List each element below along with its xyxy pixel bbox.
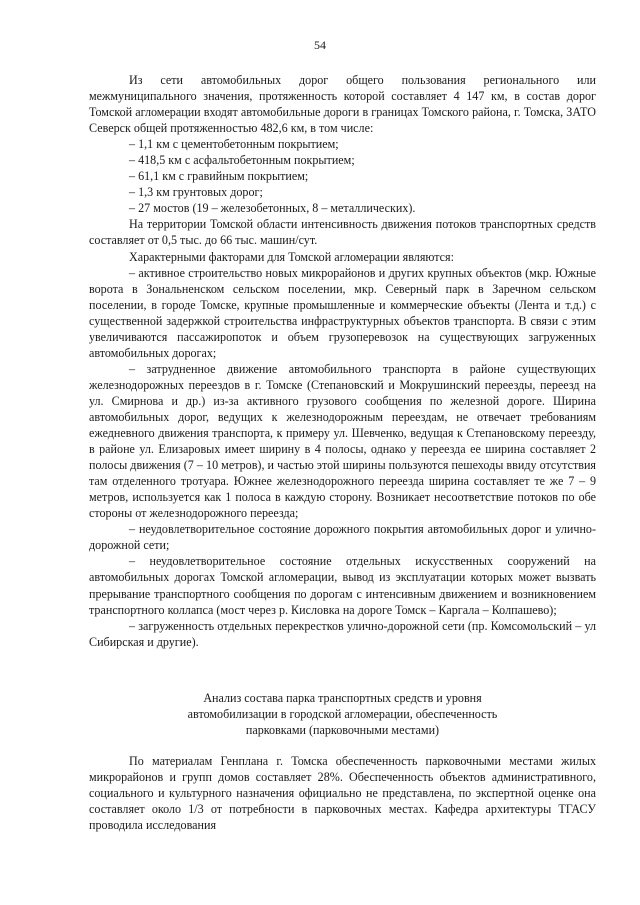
list-item: – 27 мостов (19 – железобетонных, 8 – металлических). <box>129 201 416 216</box>
paragraph: Характерными факторами для Томской агломерации являются: <box>129 249 454 264</box>
page-number: 54 <box>314 38 326 52</box>
paragraph: На территории Томской области интенсивность движения потоков транспортных средств составляет от 0,5 тыс. до 66 тыс. машин/сут. <box>89 217 596 248</box>
section-heading-line: Анализ состава парка транспортных средств и уровня <box>203 691 482 705</box>
list-item: – 1,1 км с цементобетонным покрытием; <box>129 137 339 152</box>
list-item: – активное строительство новых микрорайонов и других крупных объектов (мкр. Южные ворота в Зональненском сельском поселении, мкр. Северный парк в Заречном сельском поселении, в городе Томске, крупные промышленные и коммерческие объекты (Лента и т.д.) с существенной задержкой строительства инфраструктурных объектов транспорта. В связи с этим увеличиваются пассажиропоток и объем грузоперевозок на существующих загруженных автомобильных дорогах; <box>89 265 596 360</box>
section-heading <box>89 690 596 738</box>
paragraph: По материалам Генплана г. Томска обеспеченность парковочными местами жилых микрорайонов и групп домов составляет 28%. Обеспеченность объектов административного, социального и культурного назначения официально не представлена, по экспертной оценке она составляет около 1/3 от потребности в парковочных местах. Кафедра архитектуры ТГАСУ проводила исследования <box>89 754 596 833</box>
list-item: – 61,1 км с гравийным покрытием; <box>129 169 309 184</box>
list-item: – неудовлетворительное состояние отдельных искусственных сооружений на автомобильных дорогах Томской агломерации, вывод из эксплуатации которых может вызвать прерывание транспортного сообщения по дорогам с интенсивным движением и возникновением транспортного коллапса (мост через р. Кисловка на дороге Томск – Каргала – Колпашево); <box>89 554 596 617</box>
list-item: – 418,5 км с асфальтобетонным покрытием; <box>129 153 355 168</box>
list-item: – затрудненное движение автомобильного транспорта в районе существующих железнодорожных переездов в г. Томске (Степановский и Мокрушинский переезды, переезд на ул. Смирнова и др.) из-за активного грузового сообщения по железной дороге. Ширина автомобильных дорог, ведущих к железнодорожным переездам, не отвечает требованиям ежедневного движения транспорта, к примеру ул. Шевченко, ведущая к Степановскому переезду, в районе ул. Елизаровых имеет ширину в 4 полосы, однако у переезда ее ширина составляет 2 полосы движения (7 – 10 метров), и частью этой ширины пользуются пешеходы ввиду отсутствия там отделенного тротуара. Южнее железнодорожного переезда ширина составляет те же 7 – 9 метров, используется как 1 полоса в каждую сторону. Возникает несоответствие потоков по обе стороны от железнодорожного переезда; <box>89 361 596 521</box>
list-item: – загруженность отдельных перекрестков улично-дорожной сети (пр. Комсомольский – ул Сибирская и другие). <box>89 618 596 649</box>
section-heading-line: парковками (парковочными местами) <box>245 723 440 738</box>
paragraph: Из сети автомобильных дорог общего пользования регионального или межмуниципального значения, протяженность которой составляет 4 147 км, в состав дорог Томской агломерации входят автомобильные дороги в границах Томского района, г. Томска, ЗАТО Северск общей протяженностью 482,6 км, в том числе: <box>89 73 596 136</box>
list-item: – 1,3 км грунтовых дорог; <box>129 185 263 200</box>
list-item: – неудовлетворительное состояние дорожного покрытия автомобильных дорог и улично-дорожной сети; <box>89 522 596 553</box>
section-heading-line: автомобилизации в городской агломерации, обеспеченность <box>187 707 498 722</box>
body-text-top <box>89 72 596 650</box>
body-text-bottom <box>89 753 596 833</box>
